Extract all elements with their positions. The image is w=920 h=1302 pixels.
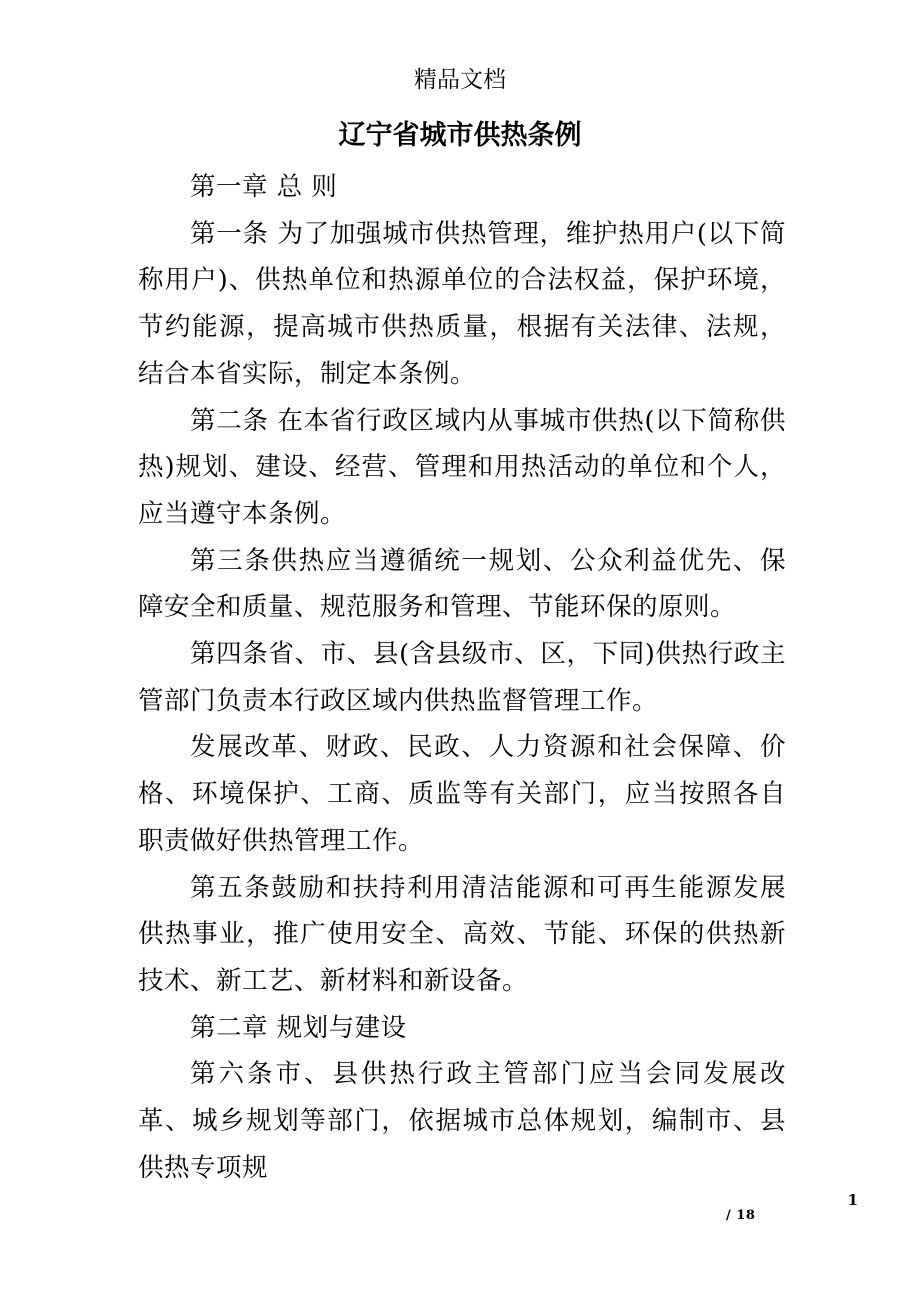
- page-number: 1: [847, 1191, 858, 1209]
- article-5-paragraph: 第五条鼓励和扶持利用清洁能源和可再生能源发展供热事业，推广使用安全、高效、节能、环保的供热新技术、新工艺、新材料和新设备。: [138, 872, 786, 996]
- article-4-paragraph: 第四条省、市、县(含县级市、区，下同)供热行政主管部门负责本行政区域内供热监督管理工作。: [138, 639, 786, 716]
- article-6-paragraph: 第六条市、县供热行政主管部门应当会同发展改革、城乡规划等部门，依据城市总体规划，编制市、县供热专项规: [138, 1059, 786, 1183]
- article-3-paragraph: 第三条供热应当遵循统一规划、公众利益优先、保障安全和质量、规范服务和管理、节能环保的原则。: [138, 545, 786, 623]
- article-2-paragraph: 第二条 在本省行政区域内从事城市供热(以下简称供热)规划、建设、经营、管理和用热活动的单位和个人，应当遵守本条例。: [138, 405, 786, 529]
- page-total: / 18: [726, 1208, 756, 1223]
- document-title: 辽宁省城市供热条例: [338, 120, 582, 151]
- chapter-2-heading: 第二章 规划与建设: [190, 1012, 407, 1043]
- page-header-label: 精品文档: [414, 67, 506, 93]
- chapter-1-heading: 第一章 总 则: [190, 172, 338, 202]
- article-4-paragraph-2: 发展改革、财政、民政、人力资源和社会保障、价格、环境保护、工商、质监等有关部门，应当按照各自职责做好供热管理工作。: [138, 732, 786, 856]
- article-1-paragraph: 第一条 为了加强城市供热管理，维护热用户(以下简称用户)、供热单位和热源单位的合法权益，保护环境，节约能源，提高城市供热质量，根据有关法律、法规，结合本省实际，制定本条例。: [138, 218, 786, 389]
- document-body: [138, 164, 786, 1191]
